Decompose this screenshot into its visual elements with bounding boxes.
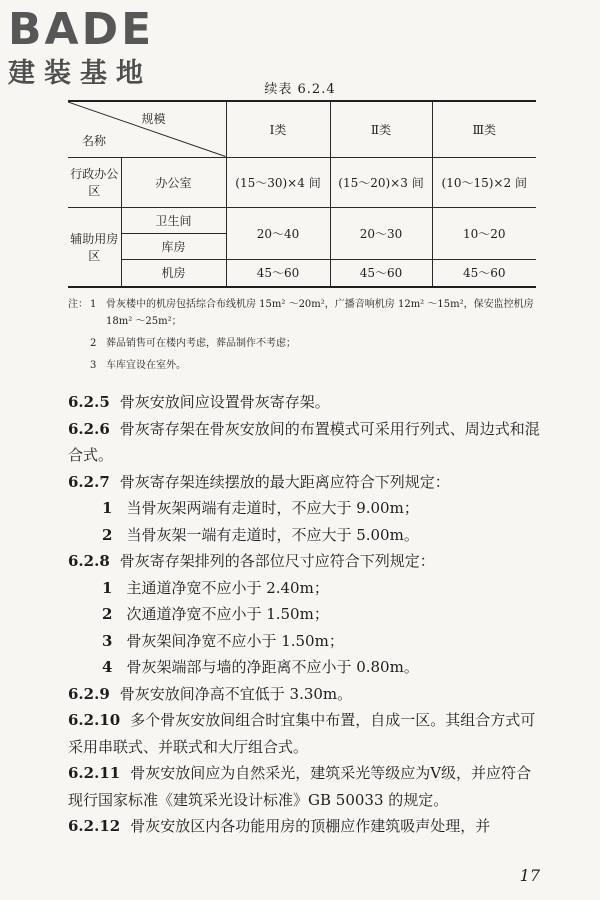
clause-number: 6.2.7	[68, 472, 110, 491]
note-lead: 注：	[68, 299, 88, 310]
room-cell: 办公室	[121, 157, 226, 207]
clause-6-2-6	[68, 416, 542, 469]
clause-6-2-7	[68, 469, 542, 496]
clause-subitem	[68, 654, 542, 681]
value-cell: (15～30)×4 间	[226, 157, 330, 207]
subitem-text: 骨灰架间净宽不应小于 1.50m；	[126, 631, 344, 650]
room-area-table	[68, 100, 536, 288]
room-cell: 卫生间	[121, 207, 226, 233]
table-row	[68, 157, 536, 207]
clause-text: 骨灰安放间应设置骨灰寄存架。	[119, 393, 330, 411]
clause-text: 骨灰寄存架连续摆放的最大距离应符合下列规定：	[119, 472, 450, 491]
column-header: Ⅱ类	[330, 101, 432, 157]
subitem-text: 骨灰架端部与墙的净距离不应小于 0.80m。	[126, 658, 419, 676]
clause-number: 6.2.9	[68, 684, 110, 703]
clause-6-2-12	[68, 813, 542, 840]
subitem-number: 3	[102, 631, 113, 650]
clause-text: 多个骨灰安放间组合时宜集中布置，自成一区。其组合方式可采用串联式、并联式和大厅组合式。	[68, 711, 536, 756]
header-scale-label: 规模	[141, 112, 166, 126]
value-cell: 45～60	[432, 259, 536, 287]
clause-text: 骨灰安放间净高不宜低于 3.30m。	[119, 684, 353, 703]
value-cell: (15～20)×3 间	[330, 157, 432, 207]
table-row	[68, 207, 536, 233]
note-item	[68, 296, 548, 330]
subitem-text: 次通道净宽不应小于 1.50m；	[126, 605, 329, 623]
subitem-number: 1	[102, 578, 113, 597]
subitem-number: 1	[102, 499, 113, 517]
table-caption: 续表 6.2.4	[264, 82, 336, 97]
subitem-number: 2	[102, 605, 113, 623]
clause-subitem	[68, 628, 542, 655]
clause-text: 骨灰寄存架排列的各部位尺寸应符合下列规定：	[119, 552, 435, 570]
value-cell: 45～60	[330, 259, 432, 287]
table-row	[68, 259, 536, 287]
clause-6-2-9	[68, 681, 542, 708]
diagonal-header-cell	[68, 101, 226, 157]
clause-number: 6.2.12	[68, 817, 121, 835]
value-cell: (10～15)×2 间	[432, 157, 536, 207]
note-number: 3	[90, 360, 97, 371]
column-header: Ⅰ类	[226, 101, 330, 157]
clause-6-2-8	[68, 548, 542, 575]
subitem-text: 主通道净宽不应小于 2.40m；	[126, 578, 329, 597]
value-cell: 20～40	[226, 207, 330, 259]
clause-number: 6.2.5	[68, 393, 110, 411]
clause-number: 6.2.10	[68, 711, 121, 729]
value-cell: 20～30	[330, 207, 432, 259]
clause-number: 6.2.6	[68, 419, 110, 438]
note-text: 葬品销售可在楼内考虑，葬品制作不考虑；	[106, 338, 296, 349]
note-number: 2	[90, 338, 97, 349]
clause-6-2-10	[68, 707, 542, 760]
column-header: Ⅲ类	[432, 101, 536, 157]
clause-text: 骨灰安放区内各功能用房的顶棚应作建筑吸声处理，并	[130, 817, 491, 835]
room-cell: 库房	[121, 233, 226, 259]
clause-subitem	[68, 522, 542, 549]
note-item	[68, 335, 548, 352]
table-notes	[68, 296, 548, 379]
group-name-cell: 辅助用房区	[68, 207, 121, 287]
clause-number: 6.2.11	[68, 764, 121, 782]
subitem-number: 4	[102, 658, 113, 676]
note-number: 1	[90, 299, 97, 310]
header-name-label: 名称	[82, 133, 107, 148]
clause-body	[68, 389, 542, 840]
subitem-text: 当骨灰架一端有走道时，不应大于 5.00m。	[126, 525, 419, 544]
clause-6-2-11	[68, 760, 542, 813]
clause-text: 骨灰寄存架在骨灰安放间的布置模式可采用行列式、周边式和混合式。	[68, 419, 540, 464]
clause-subitem	[68, 575, 542, 602]
value-cell: 45～60	[226, 259, 330, 287]
room-cell: 机房	[121, 259, 226, 287]
page-number: 17	[519, 866, 540, 885]
subitem-text: 当骨灰架两端有走道时，不应大于 9.00m；	[126, 499, 419, 517]
clause-subitem	[68, 601, 542, 628]
note-text: 车库宜设在室外。	[106, 360, 186, 371]
clause-subitem	[68, 495, 542, 522]
clause-number: 6.2.8	[68, 552, 110, 570]
table-header-row	[68, 101, 536, 157]
logo-subtitle: 建装基地	[8, 58, 152, 89]
note-item	[68, 357, 548, 374]
clause-text: 骨灰安放间应为自然采光，建筑采光等级应为Ⅴ级，并应符合现行国家标准《建筑采光设计标准》GB 50033 的规定。	[68, 764, 532, 809]
note-text: 骨灰楼中的机房包括综合布线机房 15m² ～20m²，广播音响机房 12m² ～15m²，保安监控机房 18m² ～25m²；	[106, 299, 534, 327]
clause-6-2-5	[68, 389, 542, 416]
group-name-cell: 行政办公区	[68, 157, 121, 207]
subitem-number: 2	[102, 525, 113, 544]
logo-wordmark: BADE	[8, 4, 155, 55]
value-cell: 10～20	[432, 207, 536, 259]
